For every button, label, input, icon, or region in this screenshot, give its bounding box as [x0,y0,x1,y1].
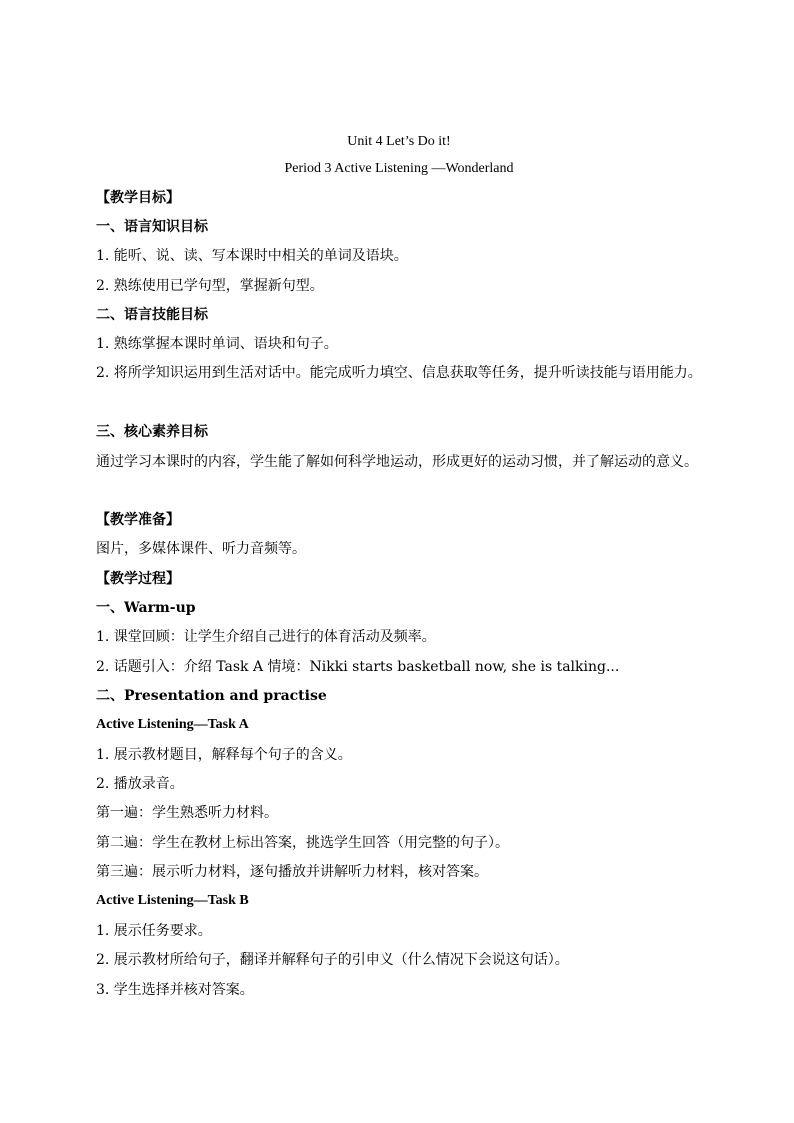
core-text: 通过学习本课时的内容，学生能了解如何科学地运动，形成更好的运动习惯，并了解运动的意义。 [96,454,698,470]
task-b-heading: Active Listening—Task B [96,893,249,908]
warmup-item: 2. 话题引入：介绍 Task A 情境：Nikki starts basketball now, she is talking... [96,659,620,675]
task-b-item: 1. 展示任务要求。 [96,923,212,939]
lang-skill-item: 2. 将所学知识运用到生活对话中。能完成听力填空、信息获取等任务，提升听读技能与语用能力。 [96,365,702,381]
presentation-heading: 二、Presentation and practise [96,688,327,704]
process-heading: 【教学过程】 [96,571,180,587]
warmup-heading: 一、Warm-up [96,600,196,616]
lang-knowledge-item: 2. 熟练使用已学句型，掌握新句型。 [96,278,324,294]
task-a-item: 2. 播放录音。 [96,776,184,792]
document-title: Unit 4 Let’s Do it! [347,134,451,149]
task-a-item: 第三遍：展示听力材料，逐句播放并讲解听力材料，核对答案。 [96,864,488,880]
task-b-item: 3. 学生选择并核对答案。 [96,982,254,998]
prep-text: 图片，多媒体课件、听力音频等。 [96,541,306,557]
task-a-item: 第二遍：学生在教材上标出答案，挑选学生回答（用完整的句子）。 [96,835,509,851]
document-subtitle: Period 3 Active Listening —Wonderland [284,161,514,176]
lang-knowledge-heading: 一、语言知识目标 [96,219,208,235]
task-a-heading: Active Listening—Task A [96,717,249,732]
task-a-item: 第一遍：学生熟悉听力材料。 [96,805,278,821]
prep-heading: 【教学准备】 [96,512,180,528]
objectives-heading: 【教学目标】 [96,190,180,206]
core-heading: 三、核心素养目标 [96,424,208,440]
task-b-item: 2. 展示教材所给句子，翻译并解释句子的引申义（什么情况下会说这句话）。 [96,952,569,968]
task-a-item: 1. 展示教材题目，解释每个句子的含义。 [96,747,352,763]
warmup-item: 1. 课堂回顾：让学生介绍自己进行的体育活动及频率。 [96,629,436,645]
lang-knowledge-item: 1. 能听、说、读、写本课时中相关的单词及语块。 [96,248,408,264]
lang-skill-item: 1. 熟练掌握本课时单词、语块和句子。 [96,336,338,352]
document-page [96,0,702,1123]
lang-skill-heading: 二、语言技能目标 [96,307,208,323]
